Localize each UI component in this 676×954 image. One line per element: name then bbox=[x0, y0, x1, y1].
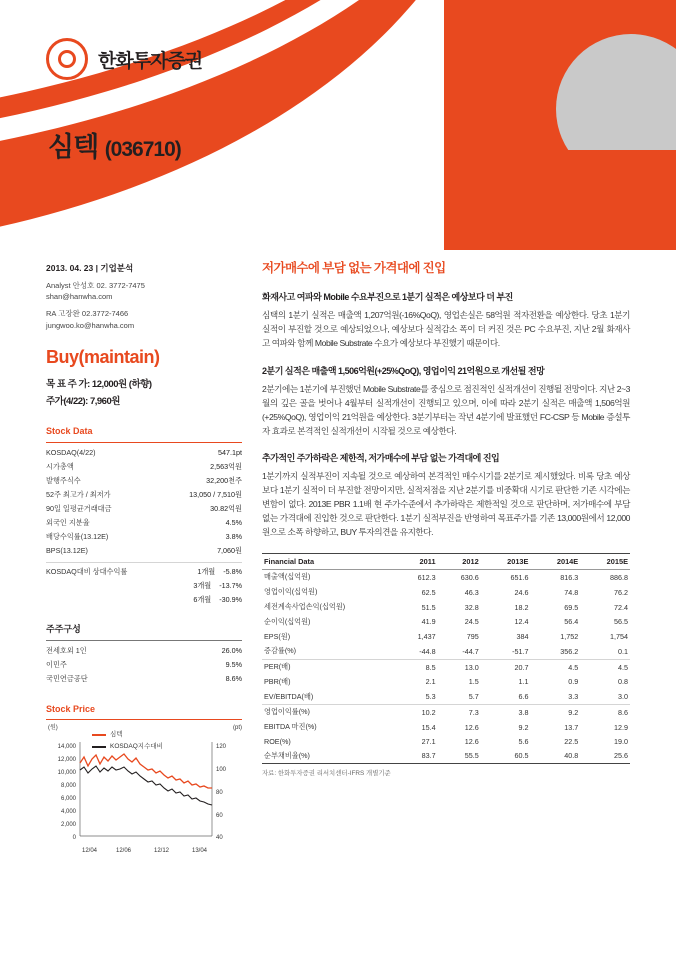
cell: 0.8 bbox=[618, 677, 628, 687]
table-row bbox=[46, 489, 242, 503]
stock-data-rule bbox=[46, 442, 242, 443]
chart-ylabel-left: (원) bbox=[48, 725, 58, 732]
shareholder-label: 국민연금공단 bbox=[46, 674, 88, 684]
cell: 10.2 bbox=[421, 707, 436, 717]
cell: 13.7 bbox=[564, 722, 579, 732]
table-row bbox=[46, 475, 242, 489]
cell: 816.3 bbox=[560, 572, 579, 582]
cell: 55.5 bbox=[464, 751, 479, 761]
table-row bbox=[46, 531, 242, 545]
cell: 18.2 bbox=[514, 602, 529, 612]
cell: 795 bbox=[466, 632, 479, 642]
row-label: 순부채비율(%) bbox=[264, 750, 310, 760]
current-price: 주가(4/22): 7,960원 bbox=[46, 396, 120, 407]
cell: 24.5 bbox=[464, 617, 479, 627]
section-3-body: 1분기까지 실적부진이 지속될 것으로 예상하여 본격적인 매수시기를 2분기로 제시했었다. 비록 당초 예상보다 1분기 실적이 더 부진할 전망이지만, 실적저점을 지난 2분기를 비중확대 시기로 판단한 기존 시각에는 변함이 없다. 2013E PBR 1.1배 현 주가수준에서 추가하락은 제한적일 것으로 판단하며, 저가매수에 부담 없는 가격대에 진입한 것으로 판단한다. 1분기 실적부진을 반영하여 목표주가를 기존 13,000원에서 12,000원으로 소폭 하향하고, BUY 투자의견을 유지한다. bbox=[262, 471, 630, 538]
row-label: 매출액(십억원) bbox=[264, 572, 311, 582]
table-row bbox=[262, 748, 630, 763]
cell: 2.1 bbox=[425, 677, 436, 687]
cell: 41.9 bbox=[421, 617, 436, 627]
svg-text:2,000: 2,000 bbox=[60, 822, 76, 829]
cell: 27.1 bbox=[421, 737, 436, 747]
page-title-name: 심텍 bbox=[48, 132, 99, 162]
cell: 1,754 bbox=[610, 632, 628, 642]
section-2-subtitle: 2분기 실적은 매출액 1,506억원(+25%QoQ), 영업이익 21억원으로 개선될 전망 bbox=[262, 365, 545, 376]
cell: 72.4 bbox=[614, 602, 628, 612]
stock-data-label: 발행주식수 bbox=[46, 476, 81, 486]
analyst-ra: RA 고장완 02.3772-7466 bbox=[46, 309, 129, 319]
cell: 83.7 bbox=[421, 751, 436, 761]
cell: 5.3 bbox=[425, 692, 436, 702]
cell: 56.4 bbox=[564, 617, 579, 627]
cell: 6.6 bbox=[518, 692, 529, 702]
cell: -44.7 bbox=[462, 646, 479, 656]
row-label: EBITDA 마진(%) bbox=[264, 722, 317, 732]
stock-price-chart bbox=[46, 726, 242, 874]
report-date: 2013. 04. 23 | 기업분석 bbox=[46, 263, 134, 273]
svg-text:80: 80 bbox=[216, 790, 223, 797]
left-sidebar bbox=[46, 262, 242, 874]
cell: 612.3 bbox=[417, 572, 436, 582]
investment-rating: Buy(maintain) bbox=[46, 346, 160, 367]
cell: 74.8 bbox=[564, 587, 579, 597]
cell: 3.0 bbox=[618, 692, 628, 702]
cell: 1.5 bbox=[468, 677, 479, 687]
stock-data-value: 13,050 / 7,510원 bbox=[189, 490, 242, 500]
analyst-ra-email[interactable]: jungwoo.ko@hanwha.com bbox=[46, 320, 135, 330]
row-label: EPS(원) bbox=[264, 631, 291, 641]
table-row bbox=[46, 673, 242, 687]
report-headline: 저가매수에 부담 없는 가격대에 진입 bbox=[262, 261, 446, 275]
svg-text:60: 60 bbox=[216, 813, 223, 820]
section-1-body: 심택의 1분기 실적은 매출액 1,207억원(-16%QoQ), 영업손실은 58억원 적자전환을 예상한다. 당초 1분기 실적이 부진할 것으로 예상되었으나, 예상보다 실적감소 폭이 더 커진 것은 PC 수요부진, 지난 2월 화재사고 여파와 함께 Mobile Substrate 수요가 예상보다 부진했기 때문이다. bbox=[262, 310, 630, 348]
relative-period-2: 3개월 bbox=[193, 580, 212, 590]
table-row bbox=[262, 600, 630, 615]
cell: 886.8 bbox=[610, 572, 628, 582]
chart-ylabel-right: (pt) bbox=[233, 725, 242, 732]
cell: 12.4 bbox=[514, 617, 529, 627]
cell: 0.1 bbox=[618, 646, 628, 656]
cell: 9.2 bbox=[518, 722, 529, 732]
cell: 0.9 bbox=[568, 677, 579, 687]
table-row bbox=[46, 579, 242, 593]
stock-data-label: KOSDAQ(4/22) bbox=[46, 448, 96, 458]
row-label: 영업이익률(%) bbox=[264, 707, 310, 717]
shareholders-table bbox=[46, 645, 242, 687]
stock-data-label: 외국인 지분율 bbox=[46, 518, 90, 528]
table-row bbox=[46, 659, 242, 673]
col-2015e: 2015E bbox=[606, 557, 628, 567]
legend-item-2 bbox=[92, 742, 163, 752]
cell: 25.6 bbox=[614, 751, 628, 761]
section-2 bbox=[262, 364, 630, 439]
section-1-subtitle: 화재사고 여파와 Mobile 수요부진으로 1분기 실적은 예상보다 더 부진 bbox=[262, 292, 513, 302]
hanwha-logo-icon bbox=[46, 38, 88, 80]
row-label: 영업이익(십억원) bbox=[264, 587, 318, 597]
row-label: 세전계속사업손익(십억원) bbox=[264, 602, 346, 612]
legend-swatch-icon bbox=[92, 734, 106, 736]
table-row bbox=[262, 675, 630, 690]
financial-table-title: Financial Data bbox=[264, 557, 315, 567]
cell: 62.5 bbox=[421, 587, 436, 597]
cell: 4.5 bbox=[618, 662, 628, 672]
cell: 9.2 bbox=[568, 707, 579, 717]
shareholders-rule bbox=[46, 640, 242, 641]
cell: 13.0 bbox=[464, 662, 479, 672]
section-2-body: 2분기에는 1분기에 부진했던 Mobile Substrate를 중심으로 점진적인 실적개선이 진행될 전망이다. 지난 2~3월의 깊은 골을 벗어나 4월부터 실적개선이 진행되고 있으며, 이에 따라 2분기 실적은 매출액 1,506억원(+25%QoQ), 영업이익 21억원을 예상한다. 3분기부터는 작년 4분기에 발표했던 FC-CSP 등 Mobile 증설투자 효과로 본격적인 실적개선이 시작될 것으로 예상한다. bbox=[262, 383, 630, 436]
relative-value-2: -13.7% bbox=[219, 580, 242, 590]
table-row bbox=[46, 645, 242, 659]
row-label: 증감률(%) bbox=[264, 646, 297, 656]
section-1 bbox=[262, 290, 630, 351]
financial-data-table bbox=[262, 553, 630, 777]
chart-rule bbox=[46, 719, 242, 720]
cell: 12.6 bbox=[464, 737, 479, 747]
cell: 1,752 bbox=[560, 632, 579, 642]
table-row bbox=[262, 629, 630, 644]
table-row bbox=[262, 659, 630, 674]
cell: 4.5 bbox=[568, 662, 579, 672]
shareholders-heading: 주주구성 bbox=[46, 624, 81, 635]
cell: -51.7 bbox=[512, 646, 529, 656]
cell: 12.6 bbox=[464, 722, 479, 732]
stock-data-value: 4.5% bbox=[225, 518, 242, 528]
analyst-primary: Analyst 안성호 02. 3772-7475 bbox=[46, 280, 145, 290]
table-row bbox=[262, 735, 630, 749]
table-source-note: 자료: 한화투자증권 리서치센터-IFRS 개별기준 bbox=[262, 770, 391, 778]
cell: 40.8 bbox=[564, 751, 579, 761]
svg-text:0: 0 bbox=[72, 835, 76, 842]
table-row bbox=[46, 562, 242, 579]
cell: 15.4 bbox=[421, 722, 436, 732]
chart-legend bbox=[92, 730, 163, 754]
cell: 651.6 bbox=[510, 572, 529, 582]
stock-data-value: 547.1pt bbox=[218, 448, 242, 458]
svg-text:13/04: 13/04 bbox=[192, 848, 208, 855]
svg-text:12/12: 12/12 bbox=[154, 848, 170, 855]
table-row bbox=[46, 517, 242, 531]
table-row bbox=[262, 644, 630, 659]
legend-item-1 bbox=[92, 730, 163, 740]
table-header-row bbox=[262, 554, 630, 570]
row-label: ROE(%) bbox=[264, 737, 291, 747]
cell: 356.2 bbox=[560, 646, 579, 656]
cell: 69.5 bbox=[564, 602, 579, 612]
legend-label-2: KOSDAQ지수대비 bbox=[110, 742, 163, 750]
svg-text:12/06: 12/06 bbox=[116, 848, 132, 855]
shareholder-label: 이민주 bbox=[46, 660, 67, 670]
cell: 5.7 bbox=[468, 692, 479, 702]
svg-text:8,000: 8,000 bbox=[60, 783, 76, 790]
stock-data-label: 배당수익률(13.12E) bbox=[46, 532, 109, 542]
stock-data-heading: Stock Data bbox=[46, 426, 93, 437]
shareholder-value: 9.5% bbox=[225, 660, 242, 670]
company-logo bbox=[46, 38, 202, 80]
page-title-code: (036710) bbox=[104, 138, 181, 161]
row-label: PER(배) bbox=[264, 662, 291, 672]
row-label: 순이익(십억원) bbox=[264, 616, 311, 626]
relative-return-heading: KOSDAQ대비 상대수익률 bbox=[46, 566, 128, 576]
cell: 12.9 bbox=[614, 722, 628, 732]
cell: 8.5 bbox=[425, 662, 436, 672]
svg-text:4,000: 4,000 bbox=[60, 809, 76, 816]
svg-text:120: 120 bbox=[216, 744, 227, 751]
stock-data-label: 52주 최고가 / 최저가 bbox=[46, 490, 111, 500]
col-2011: 2011 bbox=[419, 557, 436, 567]
stock-data-value: 30.82억원 bbox=[210, 504, 242, 514]
svg-text:40: 40 bbox=[216, 835, 223, 842]
stock-data-label: BPS(13.12E) bbox=[46, 546, 88, 556]
cell: 60.5 bbox=[514, 751, 529, 761]
cell: 8.6 bbox=[618, 707, 628, 717]
section-3 bbox=[262, 451, 630, 540]
header-orange-tail bbox=[460, 150, 676, 250]
stock-price-chart-heading: Stock Price bbox=[46, 703, 96, 714]
table-row bbox=[46, 593, 242, 607]
cell: 24.6 bbox=[514, 587, 529, 597]
page-title bbox=[48, 125, 181, 164]
cell: 76.2 bbox=[614, 587, 628, 597]
table-row bbox=[262, 705, 630, 720]
table-row bbox=[262, 689, 630, 704]
cell: 19.0 bbox=[614, 737, 628, 747]
cell: 51.5 bbox=[421, 602, 436, 612]
cell: 22.5 bbox=[564, 737, 579, 747]
row-label: PBR(배) bbox=[264, 676, 291, 686]
col-2013e: 2013E bbox=[507, 557, 529, 567]
relative-period-1: 1개월 bbox=[197, 566, 216, 576]
cell: 5.6 bbox=[518, 737, 529, 747]
svg-text:12,000: 12,000 bbox=[57, 757, 76, 764]
cell: 1,437 bbox=[417, 632, 436, 642]
cell: 630.6 bbox=[460, 572, 479, 582]
stock-data-value: 3.8% bbox=[225, 532, 242, 542]
relative-value-1: -5.8% bbox=[223, 566, 242, 576]
stock-data-table bbox=[46, 447, 242, 607]
cell: -44.8 bbox=[419, 646, 436, 656]
cell: 384 bbox=[516, 632, 529, 642]
cell: 1.1 bbox=[518, 677, 529, 687]
relative-period-3: 6개월 bbox=[193, 594, 212, 604]
legend-swatch-icon bbox=[92, 746, 106, 748]
svg-text:12/04: 12/04 bbox=[82, 848, 98, 855]
analyst-primary-email[interactable]: shan@hanwha.com bbox=[46, 292, 113, 301]
svg-text:14,000: 14,000 bbox=[57, 744, 76, 751]
svg-text:100: 100 bbox=[216, 767, 227, 774]
cell: 32.8 bbox=[464, 602, 479, 612]
cell: 20.7 bbox=[514, 662, 529, 672]
stock-data-value: 2,563억원 bbox=[210, 462, 242, 472]
stock-data-value: 32,200천주 bbox=[206, 476, 242, 486]
target-price: 목 표 주 가: 12,000원 (하향) bbox=[46, 378, 152, 390]
cell: 3.3 bbox=[568, 692, 579, 702]
main-content bbox=[262, 258, 630, 777]
section-3-subtitle: 추가적인 주가하락은 제한적, 저가매수에 부담 없는 가격대에 진입 bbox=[262, 453, 500, 464]
relative-value-3: -30.9% bbox=[219, 594, 242, 604]
table-row bbox=[46, 545, 242, 559]
table-row bbox=[46, 461, 242, 475]
svg-text:10,000: 10,000 bbox=[57, 770, 76, 777]
legend-label-1: 심텍 bbox=[110, 731, 123, 739]
stock-data-label: 90일 일평균거래대금 bbox=[46, 504, 112, 514]
table-row bbox=[262, 585, 630, 600]
cell: 3.8 bbox=[518, 707, 529, 717]
shareholder-label: 전세호외 1인 bbox=[46, 646, 87, 656]
cell: 46.3 bbox=[464, 587, 479, 597]
table-row bbox=[46, 447, 242, 461]
row-label: EV/EBITDA(배) bbox=[264, 691, 314, 701]
table-row bbox=[262, 614, 630, 629]
col-2012: 2012 bbox=[462, 557, 479, 567]
stock-data-label: 시가총액 bbox=[46, 462, 74, 472]
table-row bbox=[262, 570, 630, 585]
table-row bbox=[46, 503, 242, 517]
company-logo-text: 한화투자증권 bbox=[98, 50, 203, 72]
stock-data-value: 7,060원 bbox=[217, 546, 242, 556]
shareholder-value: 8.6% bbox=[225, 674, 242, 684]
cell: 56.5 bbox=[614, 617, 628, 627]
shareholder-value: 26.0% bbox=[221, 646, 242, 656]
svg-text:6,000: 6,000 bbox=[60, 796, 76, 803]
col-2014e: 2014E bbox=[556, 557, 579, 567]
table-row bbox=[262, 720, 630, 735]
cell: 7.3 bbox=[468, 707, 479, 717]
